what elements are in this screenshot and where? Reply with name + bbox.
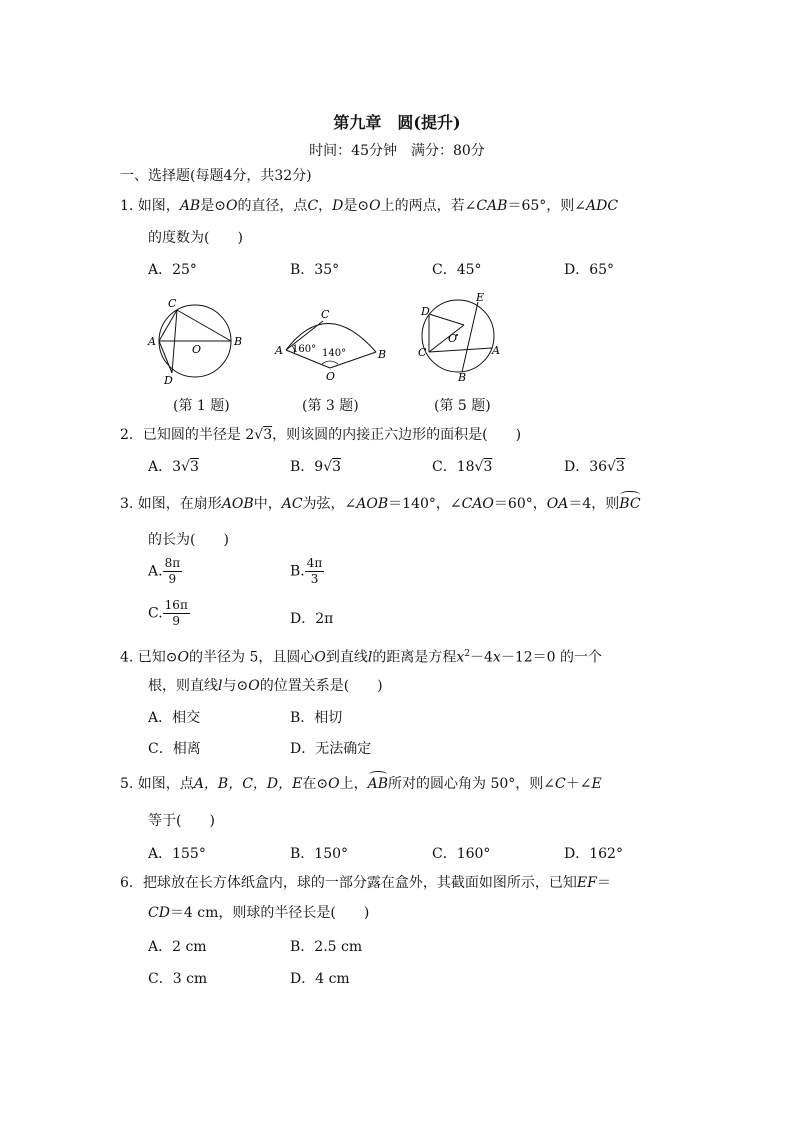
q2-option-radicand: 3: [615, 459, 625, 475]
q2-option-a[interactable]: A．3√3: [148, 459, 199, 475]
fig3-label-o: O: [326, 370, 336, 383]
q2-option-text: D．36: [564, 459, 608, 475]
fig3-angle-140: 140°: [322, 348, 347, 359]
q5-option-b[interactable]: B．150°: [290, 846, 349, 862]
q2-text: 2．已知圆的半径是 2: [120, 427, 255, 443]
q5-text: 上，: [339, 776, 368, 792]
q3-arc-bc: BC: [619, 496, 641, 512]
q2-option-text: A．3: [148, 459, 182, 475]
q1-option-c[interactable]: C．45°: [432, 262, 482, 278]
question-5-line-1: [120, 774, 602, 794]
q6-text: ＝4 cm，则球的半径长是( ): [169, 905, 370, 921]
exam-info: 时间：45分钟 满分：80分: [309, 143, 485, 159]
fig3-label-a: A: [275, 344, 283, 357]
fig3-angle-160: 160°: [292, 344, 317, 355]
q4-var: l: [218, 678, 223, 694]
q5-option-a[interactable]: A．155°: [148, 846, 206, 862]
q3-var: OA: [546, 496, 569, 512]
fraction-numerator: 4π: [306, 556, 323, 570]
q1-option-d[interactable]: D．65°: [564, 262, 615, 278]
fig5-label-d: D: [421, 305, 430, 318]
q6-option-b[interactable]: B．2.5 cm: [290, 939, 363, 955]
q1-text: 的直径，点: [237, 198, 308, 214]
q3-text: ＝140°，∠: [388, 496, 462, 512]
q6-option-d[interactable]: D．4 cm: [290, 971, 350, 987]
fig1-label-c: C: [168, 297, 177, 310]
q5-option-c[interactable]: C．160°: [432, 846, 491, 862]
q3-option-d[interactable]: D．2π: [290, 611, 334, 627]
q2-option-b[interactable]: B．9√3: [290, 459, 342, 475]
q1-var: O: [225, 198, 238, 214]
q3-text: ＝4，则: [568, 496, 620, 512]
q1-text: 上的两点，若∠: [380, 198, 477, 214]
q3-text: 中，: [253, 496, 282, 512]
q6-var: EF: [576, 875, 597, 891]
question-4-line-2: [148, 676, 383, 696]
section-heading: 一、选择题(每题4分，共32分): [120, 168, 312, 184]
q5-var: C: [555, 776, 566, 792]
question-6-line-1: [120, 873, 611, 893]
q3-option-letter: C.: [148, 605, 163, 622]
fig1-label-b: B: [234, 335, 243, 348]
q4-text: 根，则直线: [148, 678, 218, 694]
q4-var: x: [456, 649, 465, 666]
q1-var: O: [369, 198, 381, 214]
figure-3-sector-diagram: [272, 302, 392, 386]
q2-option-radicand: 3: [483, 459, 493, 475]
question-1-line-2: 的度数为( ): [148, 230, 243, 246]
q1-var: D: [332, 198, 344, 214]
q3-option-c[interactable]: [148, 598, 190, 629]
fig1-label-o: O: [192, 343, 202, 356]
q3-option-a-fraction: [163, 556, 183, 587]
fraction-numerator: 8π: [164, 556, 181, 570]
q3-option-b[interactable]: [290, 556, 324, 587]
q5-var: O: [328, 776, 340, 792]
figure-1-circle-diagram: [140, 296, 250, 386]
q6-text: 6．把球放在长方体纸盒内，球的一部分露在盒外，其截面如图所示，已知: [120, 875, 577, 891]
q5-text: 所对的圆心角为 50°，则∠: [388, 776, 555, 792]
fig3-label-c: C: [321, 308, 330, 321]
q4-text: －12＝0 的一个: [500, 649, 602, 666]
question-5-line-2: 等于( ): [148, 813, 215, 829]
q3-text: 3. 如图，在扇形: [120, 496, 222, 512]
fraction-denominator: 9: [168, 572, 177, 586]
q6-option-a[interactable]: A．2 cm: [148, 939, 207, 955]
q3-var: AOB: [221, 496, 254, 512]
fig5-label-o: O: [448, 332, 458, 345]
q2-option-radicand: 3: [332, 459, 342, 475]
q4-text: 的距离是方程: [372, 649, 457, 666]
q5-text: 5. 如图，点: [120, 776, 194, 792]
q5-option-d[interactable]: D．162°: [564, 846, 623, 862]
fig5-label-e: E: [476, 291, 485, 304]
fraction-denominator: 3: [310, 572, 319, 586]
q1-text: 是⊙: [343, 198, 370, 214]
q2-radicand: 3: [263, 427, 273, 443]
q1-text: ，: [318, 198, 333, 214]
q1-var: C: [307, 198, 319, 214]
fraction-numerator: 16π: [164, 598, 188, 612]
q6-text: ＝: [596, 875, 611, 891]
fig1-label-d: D: [164, 374, 173, 386]
q3-var: AC: [281, 496, 303, 512]
question-2: 2．已知圆的半径是 2√3，则该圆的内接正六边形的面积是( ): [120, 427, 522, 443]
q4-option-a[interactable]: A．相交: [148, 710, 201, 726]
q4-text: －4: [470, 649, 493, 666]
q1-text: 1. 如图，: [120, 198, 180, 214]
q3-option-a[interactable]: [148, 556, 182, 587]
q4-text: 4. 已知⊙: [120, 649, 178, 666]
q1-var: AB: [179, 198, 201, 214]
q4-var: x: [492, 649, 501, 666]
q3-var: CAO: [461, 496, 494, 512]
q3-option-c-fraction: [163, 598, 190, 629]
q5-var: A，B，C，D，E: [193, 776, 303, 792]
q4-var: O: [177, 649, 190, 666]
q4-var: O: [248, 678, 260, 694]
fraction-denominator: 9: [172, 614, 181, 628]
q4-exponent: 2: [464, 649, 470, 659]
q5-arc-ab: AB: [367, 776, 388, 792]
figure-1-caption: (第 1 题): [173, 398, 230, 414]
q5-var: E: [591, 776, 602, 792]
figure-3-caption: (第 3 题): [302, 398, 359, 414]
q1-text: ＝65°，则∠: [507, 198, 587, 214]
q2-option-d[interactable]: D．36√3: [564, 459, 625, 475]
question-4-line-1: [120, 644, 602, 668]
q5-text: ＋∠: [565, 776, 592, 792]
q5-text: 在⊙: [302, 776, 329, 792]
q4-option-b[interactable]: B．相切: [290, 710, 343, 726]
question-3-line-1: [120, 494, 641, 514]
question-3-line-2: 的长为( ): [148, 532, 229, 548]
q1-option-b[interactable]: B．35°: [290, 262, 340, 278]
q4-option-c[interactable]: C．相离: [148, 741, 201, 757]
q6-var: CD: [148, 905, 170, 921]
fig5-label-b: B: [458, 371, 467, 382]
q4-text: 与⊙: [222, 678, 249, 694]
question-6-line-2: [148, 903, 369, 923]
fig5-label-a: A: [492, 344, 500, 357]
q2-option-radicand: 3: [189, 459, 199, 475]
q2-option-text: C．18: [432, 459, 475, 475]
q1-option-a[interactable]: A．25°: [148, 262, 197, 278]
q2-text: ，则该圆的内接正六边形的面积是( ): [272, 427, 522, 443]
q4-text: 到直线: [325, 649, 368, 666]
q3-option-b-fraction: [305, 556, 325, 587]
q4-text: 的半径为 5，且圆心: [189, 649, 315, 666]
figure-5-circle-diagram: [412, 290, 504, 382]
q3-text: 为弦，∠: [302, 496, 357, 512]
fig3-label-b: B: [378, 348, 387, 361]
q4-option-d[interactable]: D．无法确定: [290, 741, 372, 757]
page-title: 第九章 圆(提升): [333, 113, 461, 132]
figure-5-caption: (第 5 题): [434, 398, 491, 414]
question-1-line-1: [120, 196, 618, 216]
q6-option-c[interactable]: C．3 cm: [148, 971, 208, 987]
q3-option-letter: B.: [290, 563, 305, 580]
fig1-label-a: A: [148, 335, 156, 348]
q2-option-text: B．9: [290, 459, 324, 475]
q1-var: CAB: [476, 198, 508, 214]
q2-option-c[interactable]: C．18√3: [432, 459, 493, 475]
q4-var: l: [367, 649, 373, 666]
q4-var: O: [314, 649, 326, 666]
q3-var: AOB: [356, 496, 389, 512]
fig5-label-c: C: [418, 346, 427, 359]
q1-text: 是⊙: [200, 198, 226, 214]
q1-var: ADC: [586, 198, 619, 214]
q3-text: ＝60°，: [493, 496, 547, 512]
q4-text: 的位置关系是( ): [259, 678, 383, 694]
q3-option-letter: A.: [148, 563, 163, 580]
